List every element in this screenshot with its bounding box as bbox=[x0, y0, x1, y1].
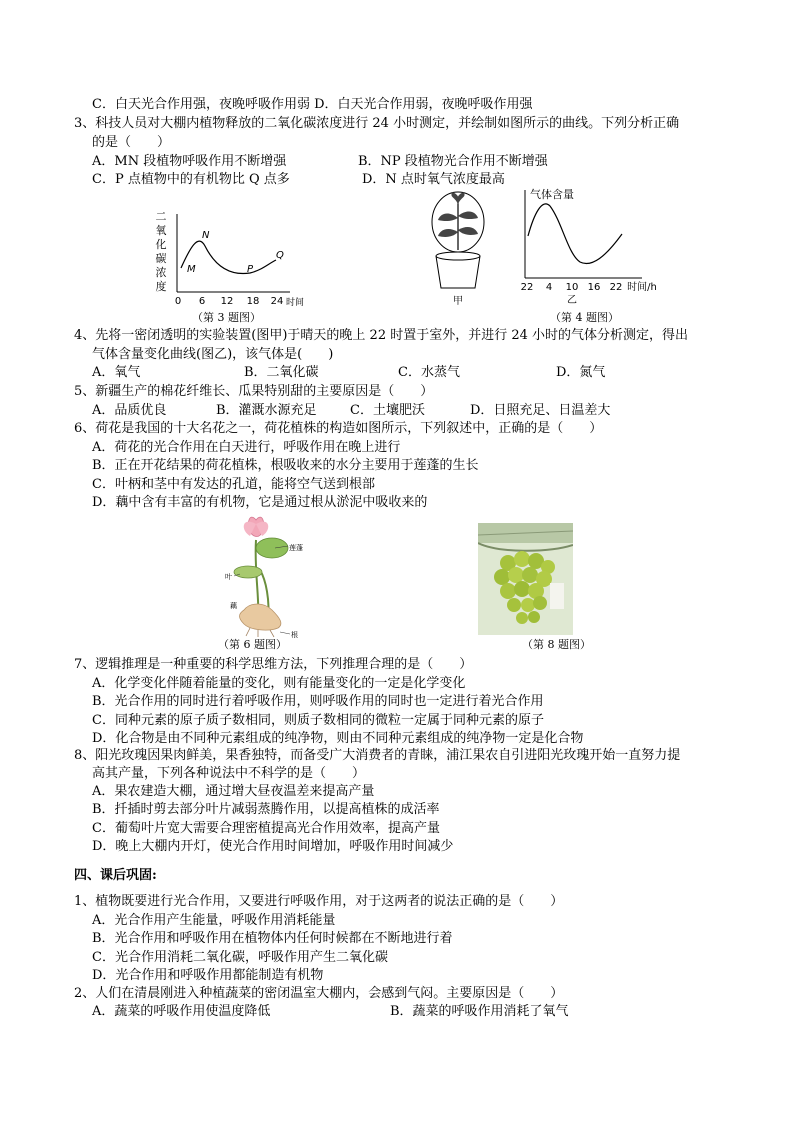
p1-option-c: C．光合作用消耗二氧化碳，呼吸作用产生二氧化碳 bbox=[92, 950, 388, 965]
fig4-chart bbox=[516, 186, 691, 304]
q4-option-d: D．氮气 bbox=[556, 365, 606, 380]
svg-text:气体含量: 气体含量 bbox=[530, 188, 574, 201]
svg-text:藕: 藕 bbox=[230, 602, 237, 610]
q3-option-c: C．P 点植物中的有机物比 Q 点多 bbox=[92, 172, 290, 187]
fig4-curve bbox=[528, 204, 622, 264]
q8-stem-cont: 高其产量，下列各种说法中不科学的是（ ） bbox=[92, 766, 366, 781]
q4-option-a: A．氧气 bbox=[92, 365, 141, 380]
q7-option-c: C．同种元素的原子质子数相同，则质子数相同的微粒一定属于同种元素的原子 bbox=[92, 713, 544, 728]
q5-option-d: D．日照充足、日温差大 bbox=[470, 403, 611, 418]
svg-text:P: P bbox=[247, 264, 254, 275]
q5-option-b: B．灌溉水源充足 bbox=[216, 403, 317, 418]
svg-text:0: 0 bbox=[174, 296, 182, 307]
q7-option-a: A．化学变化伴随着能量的变化，则有能量变化的一定是化学变化 bbox=[92, 676, 466, 691]
svg-text:时间/h: 时间/h bbox=[627, 282, 657, 293]
fig8-grapes-image bbox=[478, 523, 573, 635]
svg-text:化: 化 bbox=[155, 238, 167, 251]
q8-option-a: A．果农建造大棚，通过增大昼夜温差来提高产量 bbox=[92, 784, 375, 799]
p2-option-a: A．蔬菜的呼吸作用使温度降低 bbox=[92, 1004, 271, 1019]
q2-options-cd: C．白天光合作用强，夜晚呼吸作用弱 D．白天光合作用弱，夜晚呼吸作用强 bbox=[92, 97, 533, 112]
svg-text:乙: 乙 bbox=[567, 295, 577, 304]
svg-text:浓: 浓 bbox=[155, 266, 167, 279]
q3-option-d: D．N 点时氧气浓度最高 bbox=[362, 172, 505, 187]
q5-stem: 5、新疆生产的棉花纤维长、瓜果特别甜的主要原因是（ ） bbox=[74, 384, 434, 399]
fig6-caption: （第 6 题图） bbox=[218, 638, 287, 651]
q5-option-c: C．土壤肥沃 bbox=[350, 403, 425, 418]
p1-option-b: B．光合作用和呼吸作用在植物体内任何时候都在不断地进行着 bbox=[92, 931, 453, 946]
fig3-ylabel bbox=[156, 210, 167, 293]
section-heading: 四、课后巩固: bbox=[74, 868, 157, 883]
p1-stem: 1、植物既要进行光合作用，又要进行呼吸作用，对于这两者的说法正确的是（ ） bbox=[74, 894, 564, 909]
svg-text:M: M bbox=[187, 264, 196, 275]
svg-text:22: 22 bbox=[609, 282, 623, 293]
q8-stem: 8、阳光玫瑰因果肉鲜美，果香独特，而备受广大消费者的青睐，浦江果农自引进阳光玫瑰开始一直努力提 bbox=[74, 748, 681, 763]
fig3-caption: （第 3 题图） bbox=[192, 311, 261, 324]
q3-stem: 3、科技人员对大棚内植物释放的二氧化碳浓度进行 24 小时测定，并绘制如图所示的曲线。下列分析正确 bbox=[74, 116, 680, 131]
svg-text:根: 根 bbox=[291, 631, 298, 638]
svg-text:碳: 碳 bbox=[155, 252, 167, 265]
fig8-caption: （第 8 题图） bbox=[522, 638, 591, 651]
q7-option-d: D．化合物是由不同种元素组成的纯净物，则由不同种元素组成的纯净物一定是化合物 bbox=[92, 731, 584, 746]
q3-stem-cont: 的是（ ） bbox=[92, 135, 171, 150]
q5-option-a: A．品质优良 bbox=[92, 403, 167, 418]
q8-option-b: B．扦插时剪去部分叶片减弱蒸腾作用，以提高植株的成活率 bbox=[92, 802, 440, 817]
q6-option-d: D．藕中含有丰富的有机物，它是通过根从淤泥中吸收来的 bbox=[92, 495, 428, 510]
q6-stem: 6、荷花是我国的十大名花之一，荷花植株的构造如图所示，下列叙述中，正确的是（ ） bbox=[74, 421, 603, 436]
svg-text:16: 16 bbox=[587, 282, 601, 293]
svg-text:N: N bbox=[202, 230, 210, 241]
q7-stem: 7、逻辑推理是一种重要的科学思维方法，下列推理合理的是（ ） bbox=[74, 657, 473, 672]
svg-text:18: 18 bbox=[246, 296, 260, 307]
q8-option-d: D．晚上大棚内开灯，使光合作用时间增加，呼吸作用时间减少 bbox=[92, 839, 454, 854]
p2-stem: 2、人们在清晨刚进入种植蔬菜的密闭温室大棚内，会感到气闷。主要原因是（ ） bbox=[74, 986, 564, 1001]
q7-option-b: B．光合作用的同时进行着呼吸作用，则呼吸作用的同时也一定进行着光合作用 bbox=[92, 694, 544, 709]
fig3-chart bbox=[150, 208, 320, 310]
svg-text:时间: 时间 bbox=[285, 298, 305, 308]
q3-option-b: B．NP 段植物光合作用不断增强 bbox=[358, 154, 548, 169]
svg-text:Q: Q bbox=[276, 250, 284, 261]
q3-option-a: A．MN 段植物呼吸作用不断增强 bbox=[92, 154, 287, 169]
svg-text:6: 6 bbox=[198, 296, 206, 307]
fig4-apparatus bbox=[418, 188, 498, 313]
svg-text:12: 12 bbox=[220, 296, 234, 307]
svg-text:22: 22 bbox=[520, 282, 534, 293]
svg-text:莲蓬: 莲蓬 bbox=[289, 544, 303, 552]
fig6-lotus-image bbox=[220, 510, 320, 638]
p2-option-b: B．蔬菜的呼吸作用消耗了氧气 bbox=[390, 1004, 569, 1019]
q4-option-c: C．水蒸气 bbox=[398, 365, 460, 380]
svg-text:4: 4 bbox=[545, 282, 553, 293]
q6-option-c: C．叶柄和茎中有发达的孔道，能将空气送到根部 bbox=[92, 477, 375, 492]
q4-stem: 4、先将一密闭透明的实验装置(图甲)于晴天的晚上 22 时置于室外，并进行 24 小时的气体分析测定，得出 bbox=[74, 328, 689, 343]
q4-option-b: B．二氧化碳 bbox=[244, 365, 319, 380]
fig4-caption: （第 4 题图） bbox=[550, 311, 619, 324]
q6-option-a: A．荷花的光合作用在白天进行，呼吸作用在晚上进行 bbox=[92, 440, 401, 455]
q4-stem-cont: 气体含量变化曲线(图乙)，该气体是( ) bbox=[92, 347, 334, 362]
svg-text:10: 10 bbox=[565, 282, 579, 293]
q6-option-b: B．正在开花结果的荷花植株，根吸收来的水分主要用于莲蓬的生长 bbox=[92, 458, 479, 473]
p1-option-d: D．光合作用和呼吸作用都能制造有机物 bbox=[92, 968, 324, 983]
svg-text:度: 度 bbox=[155, 280, 167, 293]
p1-option-a: A．光合作用产生能量，呼吸作用消耗能量 bbox=[92, 913, 336, 928]
svg-text:二: 二 bbox=[155, 210, 167, 223]
svg-text:叶: 叶 bbox=[225, 573, 232, 581]
svg-text:氧: 氧 bbox=[155, 224, 167, 237]
svg-text:甲: 甲 bbox=[453, 296, 463, 307]
svg-text:24: 24 bbox=[270, 296, 284, 307]
q8-option-c: C．葡萄叶片宽大需要合理密植提高光合作用效率，提高产量 bbox=[92, 821, 440, 836]
